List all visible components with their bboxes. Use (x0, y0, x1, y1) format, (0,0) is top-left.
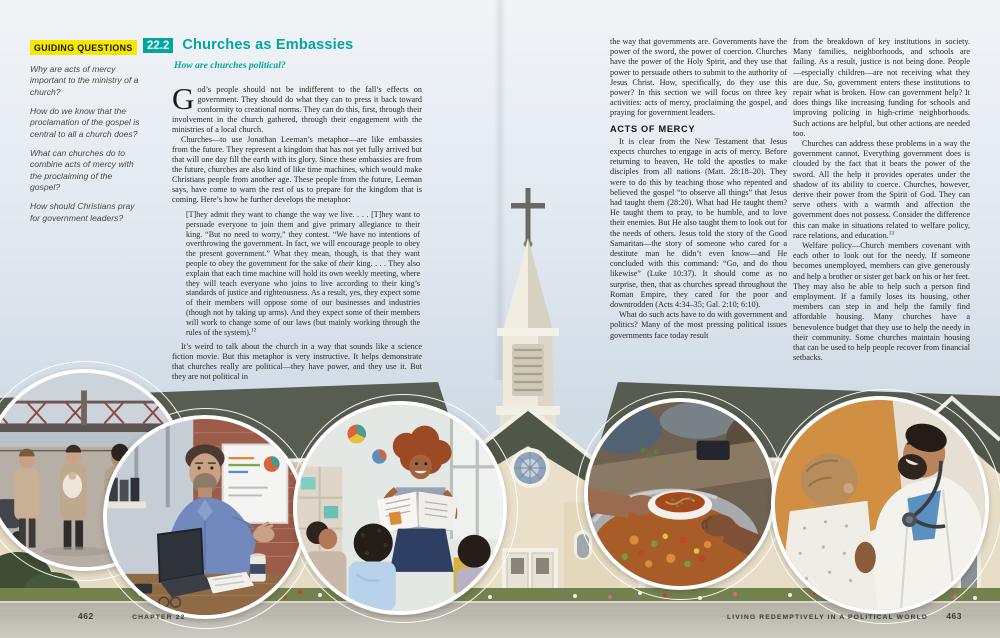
guiding-question: What can churches do to combine acts of mercy with the proclaiming of the gospel? (30, 148, 134, 193)
page-number: 463 (946, 611, 962, 621)
paragraph: It’s weird to talk about the church in a way that sounds like a science fiction movie. But this metaphor is very instructive. It helps demonstrate that churches really are political—they have power, and they use it. But they are not political in (172, 342, 422, 382)
running-head: LIVING REDEMPTIVELY IN A POLITICAL WORLD (727, 614, 928, 621)
section-subtitle: How are churches political? (174, 60, 286, 71)
paragraph: Churches—to use Jonathan Leeman’s metaphor—are like embassies from the future. They represent a kingdom that has not yet fully arrived but that will one day fill the earth with its glory. Since these embassies are from the future, churches are also kind of like time machines, which would make Christians people from another age. These people from the future, Leeman says, have come to warn the rest of us to prepare for the kingdom that is coming. Here’s how he further develops the metaphor: (172, 135, 422, 204)
guiding-question: How do we know that the proclamation of the gospel is central to all a church does? (30, 106, 140, 139)
paragraph: Welfare policy—Church members covenant with each other to look out for the needy. If someone becomes unemployed, members can give generously and help a brother or sister get back on his or her feet. They may also be able to help such a person find employment. If a family loses its housing, other members can step in and help the family find affordable housing. Many churches have a benevolence budget that they use to help the needy in their community. Some churches maintain housing that can be used to help people recover from financial setbacks. (793, 241, 970, 363)
paragraph: from the breakdown of key institutions in society. Many families, neighborhoods, and schools are failing. As a result, justice is not being done. People—especially children—are not receiving what they are due. So, government enters these institutions to repair what is broken. How can government help? It does things like increasing funding for schools and improving policing in high-crime neighborhoods. Such actions are helpful, but other actions are needed too. (793, 37, 970, 138)
paragraph: Churches can address these problems in a way the government cannot. Everything government does is clouded by the fact that it bears the power of the sword. All the help it provides operates under the shadow of its ability to coerce. Churches, however, derive their power from the Spirit of God. They can serve others with a warmth and affection the government does not possess. Consider the difference this can make in situations related to welfare policy, race relations, and education.$^{13}$ (793, 139, 970, 240)
paragraph: the way that governments are. Governments have the power of the sword, the power of coercion. Churches have the power of the Holy Spirit, and they use that power to persuade others to submit to the authority of Jesus Christ. How, specifically, do they use this power? In this section we will focus on three key activities: acts of mercy, proclaiming the gospel, and praying for government leaders. (610, 37, 787, 118)
footnote-marker: 13 (888, 230, 895, 237)
paragraph: It is clear from the New Testament that Jesus expects churches to engage in acts of mercy. Before returning to heaven, He told the apostles to make disciples from all nations (Matt. 28:18–20). They were to do this by teaching those who repented and believed the gospel “to observe all things” that Jesus had taught them (28:20). What had He taught them? He taught them to pray, to be humble, and to love their enemies. But He also taught them to look out for the needs of others. Jesus told the story of the Good Samaritan—the story of someone who cared for a destitute man he didn’t even know—and He concluded with this command: “Go, and do thou likewise” (Luke 10:37). It should come as no surprise, then, that as churches spread throughout the Roman Empire, they cared for the poor and downtrodden (Acts 4:34–35; Gal. 2:10; 6:10). (610, 136, 787, 310)
left-page-folio (78, 606, 185, 624)
right-page-folio (727, 606, 962, 624)
paragraph: God’s people should not be indifferent to the fall’s effects on government. They should do what they can to press it back toward conformity to creational norms. They can do this, first, through their involvement in the church gathered, through their engagement with the ministries of a local church. (172, 81, 422, 134)
footnote-marker: 12 (250, 326, 257, 333)
guiding-questions-heading (30, 40, 137, 55)
blockquote-leeman: [T]hey admit they want to change the way we live. . . . [T]hey want to persuade everyone to join them and give primary allegiance to their king. “But no need to worry,” they contest. “We have no intentions of overthrowing the government. In fact, we will encourage people to obey the present government.” What they mean, though, is that they want people to obey the government for the sake of their king. . . . They also explain that each time machine will hold its own weekly meeting, where they will teach everyone who joins to live according to their king’s standards of justice and righteousness. As a result, yes, they expect some of their members will oppose some of our businesses and industries (though not by taking up arms). And they expect some of their members will work to change some of our laws (but mainly working through the rules of the system).$^{12}$ (186, 210, 421, 337)
photo-soup-kitchen (584, 398, 776, 590)
acts-of-mercy-heading: ACTS OF MERCY (610, 123, 696, 134)
section-number-badge: 22.2 (143, 38, 173, 53)
guiding-question: Why are acts of mercy important to the ministry of a church? (30, 64, 139, 97)
paragraph: What do such acts have to do with government and politics? Many of the most pressing political issues governments face today result (610, 310, 787, 340)
photo-doctor-baby (771, 396, 989, 614)
section-heading (143, 36, 353, 54)
photo-man-at-desk (103, 415, 307, 619)
drop-cap: G (172, 81, 195, 116)
guiding-question: How should Christians pray for government leaders? (30, 201, 135, 223)
section-title: Churches as Embassies (182, 37, 354, 53)
chapter-label: CHAPTER 22 (132, 614, 186, 621)
photo-teacher-reading (293, 401, 507, 615)
guiding-questions-heading-text: GUIDING QUESTIONS (34, 43, 133, 53)
page-number: 462 (78, 611, 94, 621)
